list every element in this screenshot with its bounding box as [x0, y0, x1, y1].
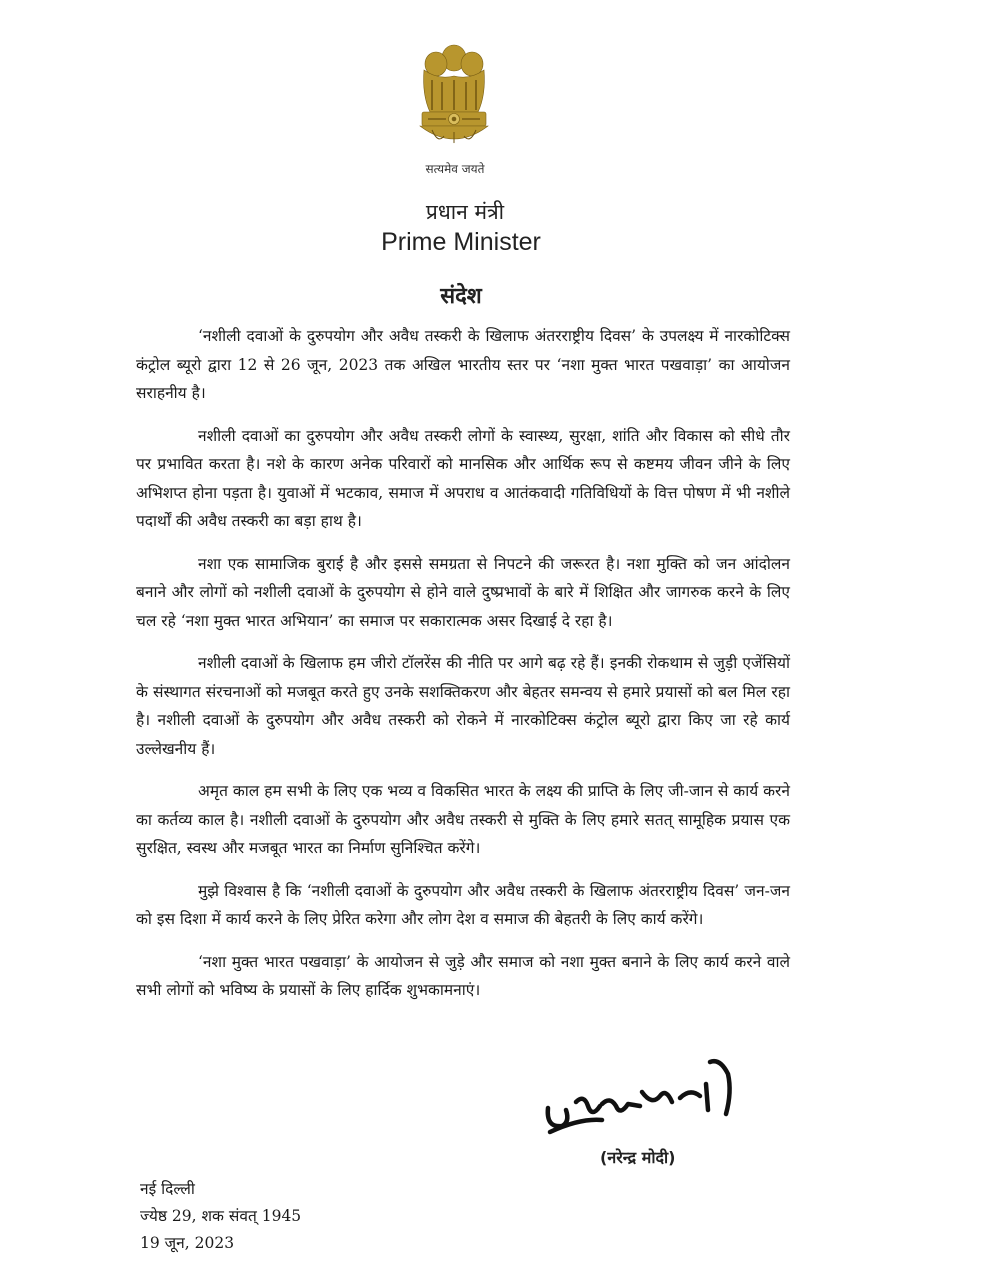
paragraph-3: नशा एक सामाजिक बुराई है और इससे समग्रता से निपटने की जरूरत है। नशा मुक्ति को जन आंदोलन बनाने और लोगों को नशीली दवाओं के दुरुपयोग से होने वाले दुष्प्रभावों के बारे में शिक्षित और जागरुक करने के लिए चल रहे ‘नशा मुक्त भारत अभियान’ का समाज पर सकारात्मक असर दिखाई दे रहा है।	[136, 554, 790, 630]
paragraph-1: ‘नशीली दवाओं के दुरुपयोग और अवैध तस्करी के खिलाफ अंतरराष्ट्रीय दिवस’ के उपलक्ष्य में नारकोटिक्स कंट्रोल ब्यूरो द्वारा 12 से 26 जून, 2023 तक अखिल भारतीय स्तर पर ‘नशा मुक्त भारत पखवाड़ा’ का आयोजन सराहनीय है।	[136, 327, 790, 402]
paragraph-4: नशीली दवाओं के खिलाफ हम जीरो टॉलरेंस की नीति पर आगे बढ़ रहे हैं। इनकी रोकथाम से जुड़ी एजेंसियों के संस्थागत संरचनाओं को मजबूत करते हुए उनके सशक्तिकरण और बेहतर समन्वय से हमारे प्रयासों को बल मिल रहा है। नशीली दवाओं के दुरुपयोग और अवैध तस्करी को रोकने में नारकोटिक्स कंट्रोल ब्यूरो द्वारा किए जा रहे कार्य उल्लेखनीय हैं।	[136, 654, 790, 758]
signatory-name: (नरेन्द्र मोदी)	[600, 1148, 676, 1167]
paragraph-2: नशीली दवाओं का दुरुपयोग और अवैध तस्करी लोगों के स्वास्थ्य, सुरक्षा, शांति और विकास को सीधे तौर पर प्रभावित करता है। नशे के कारण अनेक परिवारों को मानसिक और आर्थिक रूप से कष्टमय जीवन जीने के लिए अभिशप्त होना पड़ता है। युवाओं में भटकाव, समाज में अपराध व आतंकवादी गतिविधियों के वित्त पोषण में भी नशीले पदार्थों की अवैध तस्करी का बड़ा हाथ है।	[136, 426, 790, 530]
place-and-date	[140, 1176, 440, 1257]
place: नई दिल्ली	[140, 1180, 195, 1198]
paragraph-5: अमृत काल हम सभी के लिए एक भव्य व विकसित भारत के लक्ष्य की प्राप्ति के लिए जी-जान से कार्य करने का कर्तव्य काल है। नशीली दवाओं के दुरुपयोग और अवैध तस्करी से मुक्ति के लिए हमारे सतत् सामूहिक प्रयास एक सुरक्षित, स्वस्थ और मजबूत भारत का निर्माण सुनिश्चित करेंगे।	[136, 782, 790, 857]
office-title-hindi: प्रधान मंत्री	[425, 200, 505, 224]
paragraph-7: ‘नशा मुक्त भारत पखवाड़ा’ के आयोजन से जुड़े और समाज को नशा मुक्त बनाने के लिए कार्य करने वाले सभी लोगों को भविष्य के प्रयासों के लिए हार्दिक शुभकामनाएं।	[136, 952, 790, 999]
handwritten-signature	[540, 1044, 750, 1144]
office-title-english: Prime Minister	[381, 228, 541, 256]
saka-date: ज्येष्ठ 29, शक संवत् 1945	[140, 1207, 302, 1225]
message-body	[136, 322, 790, 1019]
emblem-motto: सत्यमेव जयते	[425, 162, 485, 176]
national-emblem-icon	[410, 40, 498, 160]
paragraph-6: मुझे विश्वास है कि ‘नशीली दवाओं के दुरुपयोग और अवैध तस्करी के खिलाफ अंतरराष्ट्रीय दिवस’ जन-जन को इस दिशा में कार्य करने के लिए प्रेरित करेगा और लोग देश व समाज की बेहतरी के लिए कार्य करेंगे।	[136, 881, 790, 928]
message-heading: संदेश	[440, 284, 482, 309]
gregorian-date: 19 जून, 2023	[140, 1234, 235, 1252]
